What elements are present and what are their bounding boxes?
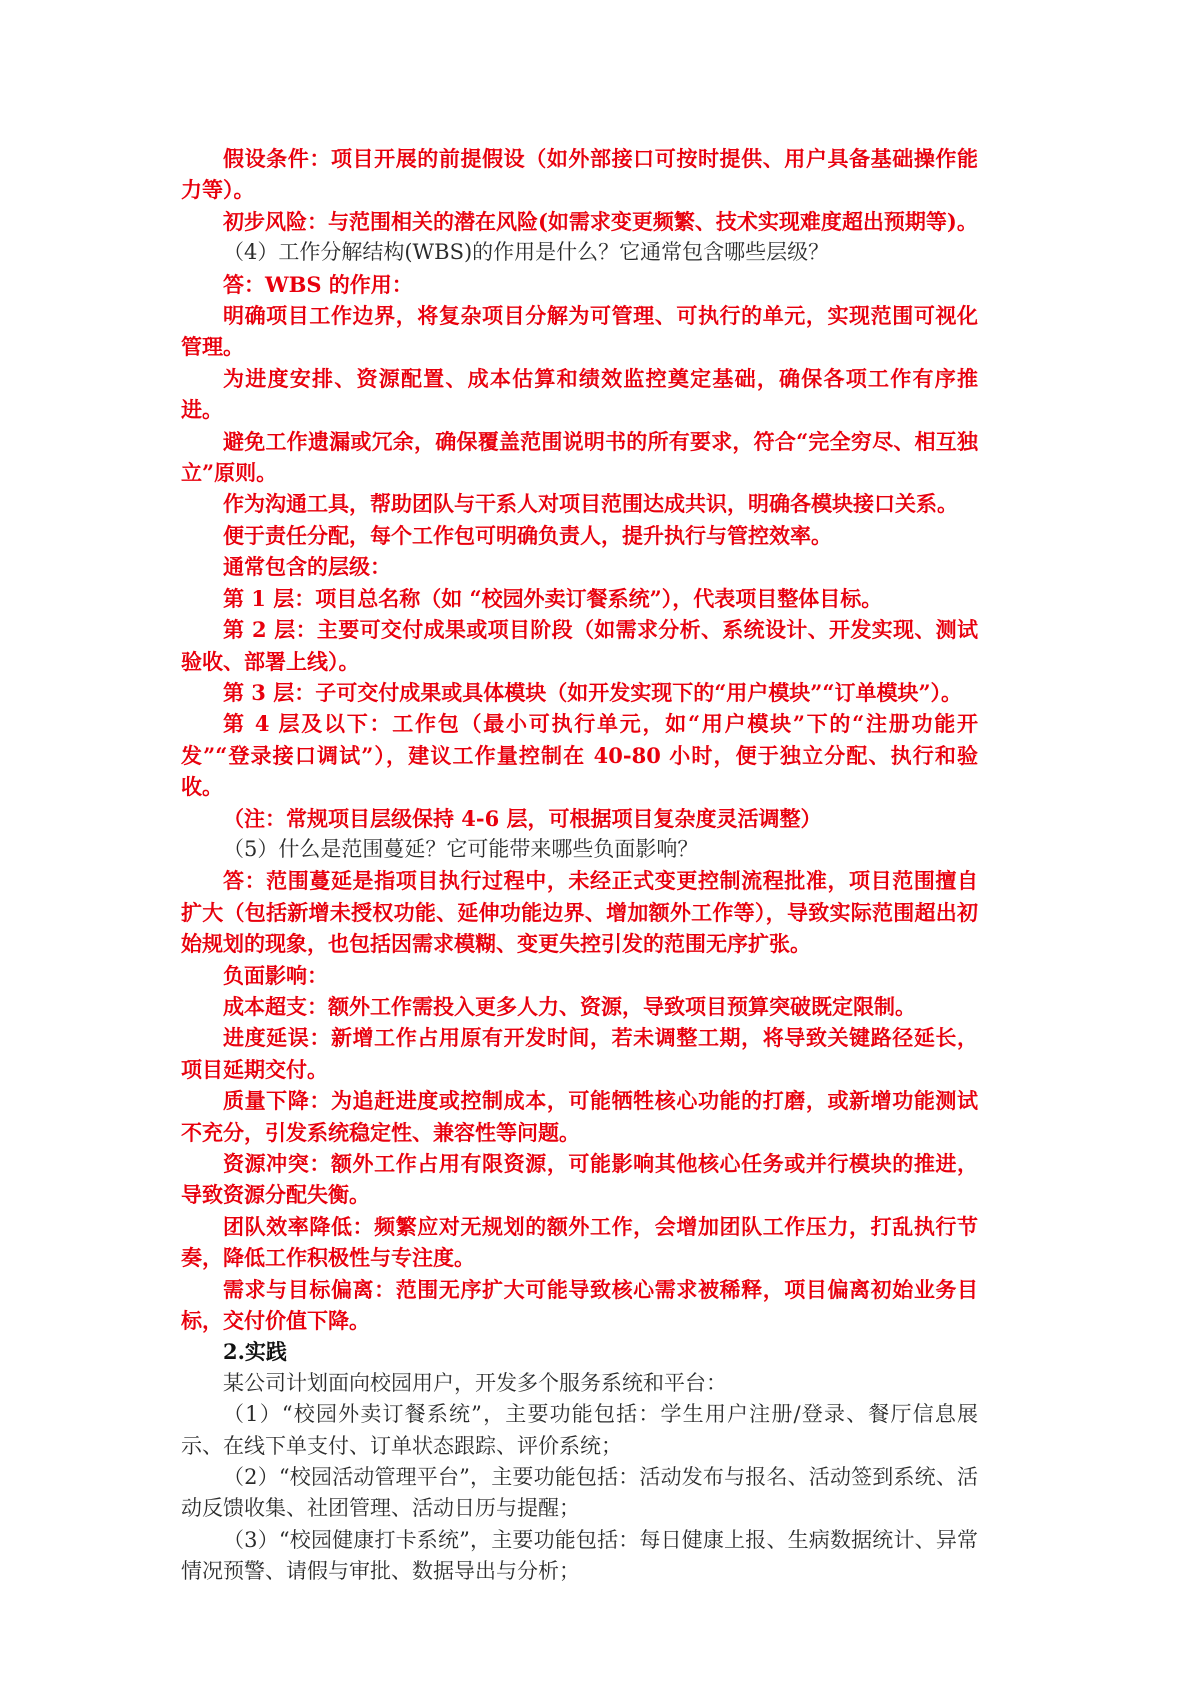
assumptions-paragraph: 假设条件：项目开展的前提假设（如外部接口可按时提供、用户具备基础操作能力等）。 — [181, 146, 978, 203]
impact-cost-overrun: 成本超支：额外工作需投入更多人力、资源，导致项目预算突破既定限制。 — [223, 993, 916, 1019]
practice-item-3: （3）“校园健康打卡系统”，主要功能包括：每日健康上报、生病数据统计、异常情况预警、请假与审批、数据导出与分析； — [181, 1527, 978, 1584]
question-5: （5）什么是范围蔓延？它可能带来哪些负面影响？ — [223, 836, 699, 861]
negative-impacts-heading: 负面影响： — [223, 962, 328, 988]
wbs-levels-heading: 通常包含的层级： — [223, 554, 391, 580]
impact-team-efficiency: 团队效率降低：频繁应对无规划的额外工作，会增加团队工作压力，打乱执行节奏，降低工作积极性与专注度。 — [181, 1213, 978, 1271]
document-body — [181, 143, 978, 1588]
impact-quality-decline: 质量下降：为追赶进度或控制成本，可能牺牲核心功能的打磨，或新增功能测试不充分，引发系统稳定性、兼容性等问题。 — [181, 1088, 978, 1145]
practice-item-2: （2）“校园活动管理平台”，主要功能包括：活动发布与报名、活动签到系统、活动反馈收集、社团管理、活动日历与提醒； — [181, 1465, 978, 1521]
impact-resource-conflict: 资源冲突：额外工作占用有限资源，可能影响其他核心任务或并行模块的推进，导致资源分配失衡。 — [181, 1151, 978, 1208]
wbs-note: （注：常规项目层级保持 4-6 层，可根据项目复杂度灵活调整） — [223, 805, 822, 831]
impact-goal-deviation: 需求与目标偏离：范围无序扩大可能导致核心需求被稀释，项目偏离初始业务目标，交付价值下降。 — [181, 1276, 978, 1334]
wbs-level-4: 第 4 层及以下：工作包（最小可执行单元，如“用户模块”下的“注册功能开发”“登录接口调试”），建议工作量控制在 40-80 小时，便于独立分配、执行和验收。 — [181, 711, 978, 800]
wbs-role-2: 为进度安排、资源配置、成本估算和绩效监控奠定基础，确保各项工作有序推进。 — [181, 365, 978, 423]
initial-risk-paragraph: 初步风险：与范围相关的潜在风险(如需求变更频繁、技术实现难度超出预期等)。 — [223, 208, 978, 234]
wbs-role-4: 作为沟通工具，帮助团队与干系人对项目范围达成共识，明确各模块接口关系。 — [223, 491, 958, 517]
wbs-level-2: 第 2 层：主要可交付成果或项目阶段（如需求分析、系统设计、开发实现、测试验收、部署上线）。 — [181, 617, 978, 674]
wbs-role-5: 便于责任分配，每个工作包可明确负责人，提升执行与管控效率。 — [223, 522, 832, 548]
section-practice-heading: 2.实践 — [223, 1339, 287, 1365]
answer-4-heading: 答：WBS 的作用： — [223, 271, 413, 297]
wbs-level-3: 第 3 层：子可交付成果或具体模块（如开发实现下的“用户模块”“订单模块”）。 — [223, 679, 963, 705]
practice-item-1: （1）“校园外卖订餐系统”，主要功能包括：学生用户注册/登录、餐厅信息展示、在线下单支付、订单状态跟踪、评价系统； — [181, 1402, 978, 1458]
practice-intro: 某公司计划面向校园用户，开发多个服务系统和平台： — [223, 1370, 727, 1395]
question-4: （4）工作分解结构(WBS)的作用是什么？它通常包含哪些层级？ — [223, 240, 830, 265]
wbs-role-3: 避免工作遗漏或冗余，确保覆盖范围说明书的所有要求，符合“完全穷尽、相互独立”原则。 — [181, 428, 978, 486]
impact-schedule-delay: 进度延误：新增工作占用原有开发时间，若未调整工期，将导致关键路径延长，项目延期交付。 — [181, 1025, 978, 1082]
wbs-level-1: 第 1 层：项目总名称（如 “校园外卖订餐系统”），代表项目整体目标。 — [223, 585, 883, 611]
wbs-role-1: 明确项目工作边界，将复杂项目分解为可管理、可执行的单元，实现范围可视化管理。 — [181, 303, 978, 360]
answer-5-definition: 答：范围蔓延是指项目执行过程中，未经正式变更控制流程批准，项目范围擅自扩大（包括新增未授权功能、延伸功能边界、增加额外工作等），导致实际范围超出初始规划的现象，也包括因需求模糊、变更失控引发的范围无序扩张。 — [181, 868, 978, 957]
